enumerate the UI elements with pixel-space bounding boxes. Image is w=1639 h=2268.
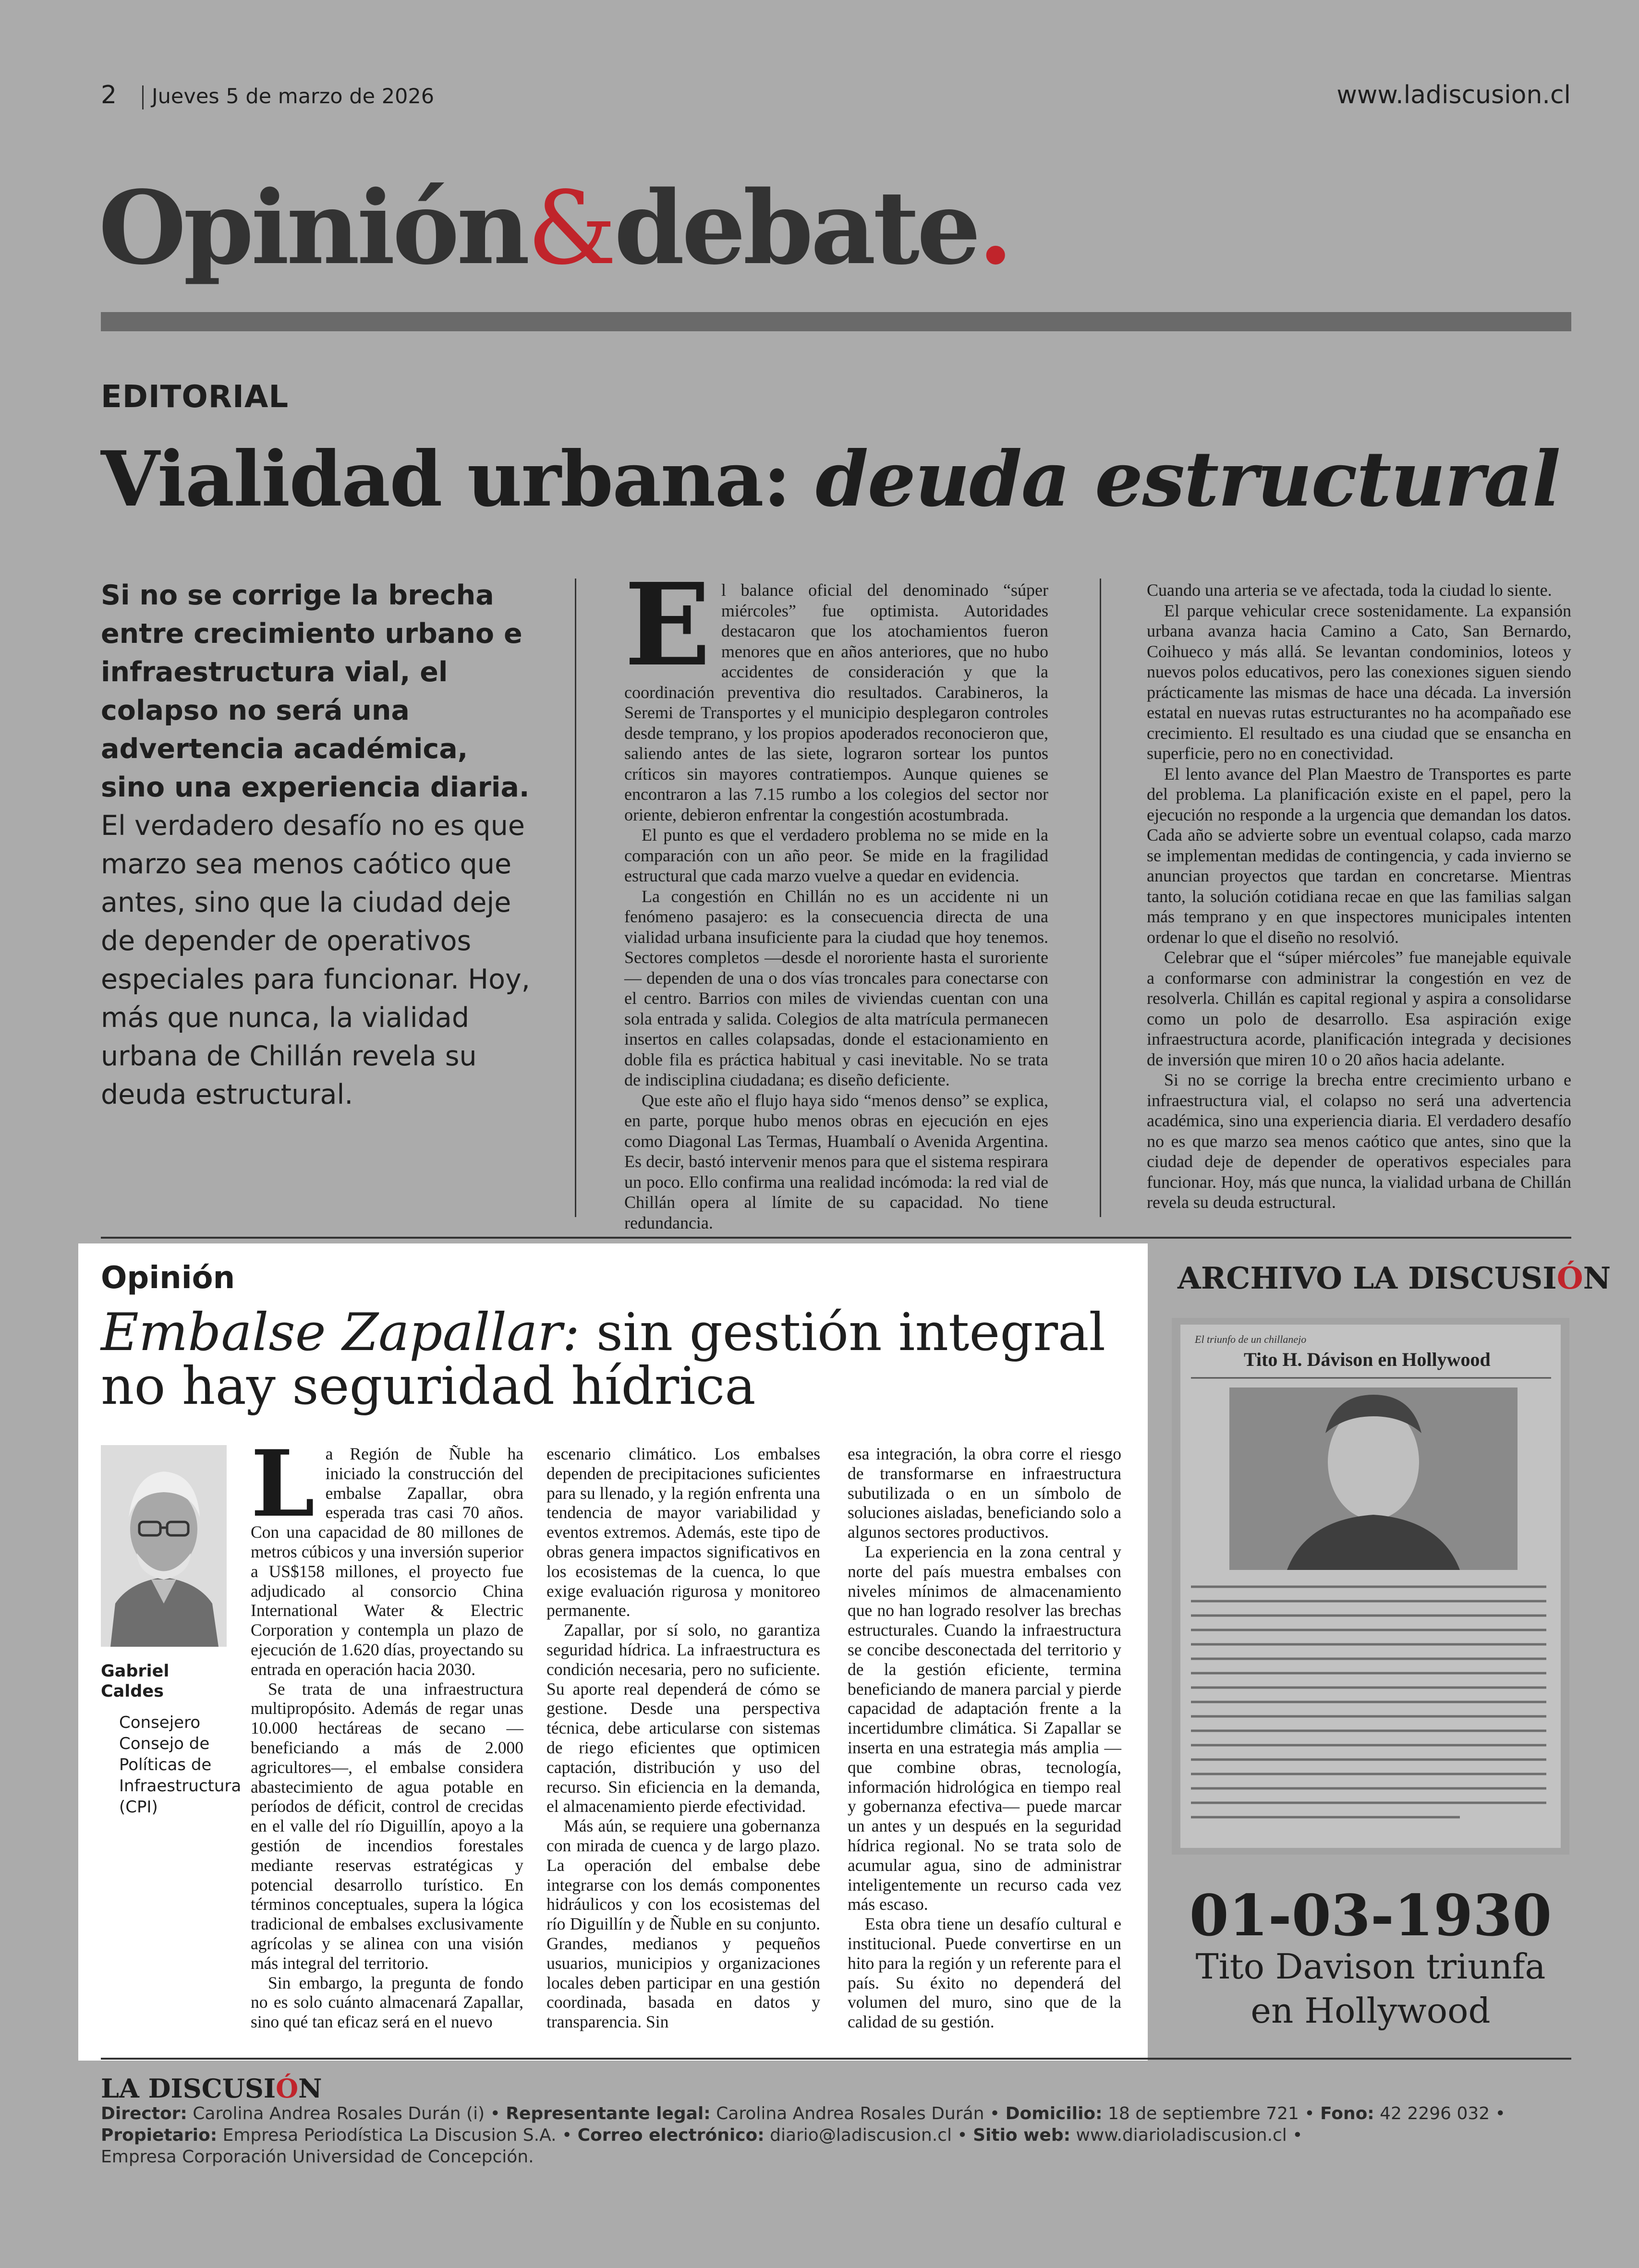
masthead [101, 2073, 322, 2104]
paragraph: Sin embargo, la pregunta de fondo no es solo cuánto almacenará Zapallar, sino qué tan eficaz será en el nuevo [251, 1973, 523, 2032]
editorial-dropcap: E [624, 558, 711, 691]
paragraph: escenario climático. Los embalses dependen de precipitaciones suficientes para su llenado, y la región enfrenta una tendencia de mayor variabilidad y eventos extremos. Además, este tipo de obras genera impactos significativos en los ecosistemas de la cuenca, lo que exige evaluación rigurosa y monitoreo permanente. [546, 1444, 820, 1620]
imprint-label: Sitio web: [973, 2125, 1071, 2145]
opinion-headline [101, 1303, 1109, 1416]
editorial-headline-plain: Vialidad urbana: [101, 435, 816, 524]
paragraph: Que este año el flujo haya sido “menos denso” se explica, en parte, porque hubo menos obras en ejecución en ejes como Diagonal Las Termas, Huambalí o Avenida Argentina. Es decir, bastó intervenir menos para que el sistema respirara un poco. Ello confirma una realidad incómoda: la red vial de Chillán opera al límite de su capacidad. No tiene redundancia. [624, 1090, 1048, 1232]
opinion-dropcap: L [251, 1430, 315, 1537]
editorial-lead-rest: El verdadero desafío no es que marzo sea menos caótico que antes, sino que la ciudad deje de depender de operativos especiales para funcionar. Hoy, más que nunca, la vialidad urbana de Chillán revela su deuda estructural. [101, 810, 530, 1110]
archive-clipping-image [1172, 1318, 1569, 1855]
archive-clipping [1172, 1318, 1569, 1855]
imprint-value: 18 de septiembre 721 [1108, 2104, 1299, 2123]
opinion-headline-italic: Embalse Zapallar: [101, 1303, 580, 1363]
editorial-headline [101, 435, 1560, 524]
page-number: 2 [101, 81, 117, 109]
imprint-label: Correo electrónico: [577, 2125, 765, 2145]
archive-caption: Tito Davison triunfa en Hollywood [1195, 1946, 1546, 2031]
section-title-part1: Opinión [98, 169, 527, 287]
masthead-accent: Ó [276, 2073, 299, 2104]
author-name: Gabriel Caldes [101, 1662, 170, 1701]
imprint-label: Fono: [1320, 2104, 1374, 2123]
paragraph: La congestión en Chillán no es un accidente ni un fenómeno pasajero: es la consecuencia directa de una vialidad urbana insuficiente para la ciudad que hoy tenemos. Sectores completos —desde el nororiente hasta el suroriente— dependen de una o dos vías troncales para conectarse con el centro. Barrios con miles de viviendas cuentan con una sola entrada y salida. Colegios de alta matrícula permanecen insertos en calles colapsadas, donde el estacionamiento en doble fila es práctica habitual y casi inevitable. No se trata de indisciplina ciudadana; es diseño deficiente. [624, 886, 1048, 1089]
paragraph: El punto es que el verdadero problema no se mide en la comparación con un año peor. Se mide en la fragilidad estructural que cada marzo vuelve a quedar en evidencia. [624, 825, 1048, 885]
paragraph: Celebrar que el “súper miércoles” fue manejable equivale a conformarse con administrar la congestión en vez de resolverla. Chillán es capital regional y aspira a consolidarse como un polo de desarrollo. Esa aspiración exige infraestructura acorde, planificación integrada y decisiones de inversión que miren 10 o 20 años hacia adelante. [1147, 948, 1571, 1069]
editorial-label: EDITORIAL [101, 379, 289, 415]
imprint-value: Carolina Andrea Rosales Durán (i) [193, 2104, 485, 2123]
imprint-label: Propietario: [101, 2125, 218, 2145]
imprint-value: 42 2296 032 [1380, 2104, 1490, 2123]
opinion-label: Opinión [101, 1260, 235, 1296]
opinion-column-1 [251, 1430, 523, 2049]
date-line: Jueves 5 de marzo de 2026 [152, 84, 435, 109]
archive-title-main: ARCHIVO LA DISCUSI [1178, 1260, 1557, 1296]
section-title-part2: debate [614, 169, 978, 287]
editorial-headline-italic: deuda estructural [815, 435, 1560, 524]
opinion-column-2 [546, 1444, 820, 2049]
paragraph: Cuando una arteria se ve afectada, toda la ciudad lo siente. [1147, 580, 1552, 600]
imprint: Director: Carolina Andrea Rosales Durán (i) • Representante legal: Carolina Andrea Rosales Durán • Domicilio: 18 de septiembre 721 • Fono: 42 2296 032 • Propietario: Empresa Periodística La Discusion S.A. • Correo electrónico: diario@ladiscusion.cl • Sitio web: www.diarioladiscusion.cl • Empresa Corporación Universidad de Concepción. [101, 2104, 1505, 2167]
paragraph: El lento avance del Plan Maestro de Transportes es parte del problema. La planificación existe en el papel, pero la ejecución no responde a la urgencia que demandan los datos. Cada año se advierte sobre un eventual colapso, cada marzo se implementan medidas de contingencia, y cada invierno se anuncian proyectos que tardan en concretarse. Mientras tanto, la solución cotidiana recae en que las familias salgan más temprano y en que inspectores municipales intenten ordenar lo que el diseño no resolvió. [1147, 764, 1571, 947]
paragraph: l balance oficial del denominado “súper miércoles” fue optimista. Autoridades destacaron que los atochamientos fueron menores que en años anteriores, que no hubo accidentes de consideración y que la coordinación preventiva dio resultados. Carabineros, la Seremi de Transportes y el municipio desplegaron controles desde temprano, y los propios apoderados reconocieron que, saliendo antes de las siete, lograron sortear los puntos críticos sin mayores contratiempos. Aunque quienes se encontraron a las 7.15 rumbo a los colegios del sector nor oriente, debieron enfrentar la congestión acostumbrada. [624, 580, 1048, 824]
imprint-company: Empresa Corporación Universidad de Concepción. [101, 2147, 534, 2167]
opinion-headline-rest: sin gestión integral no hay seguridad hídrica [101, 1303, 1106, 1416]
imprint-email[interactable]: diario@ladiscusion.cl [770, 2125, 952, 2145]
archive-title-accent: Ó [1556, 1260, 1583, 1296]
clip-kicker: El triunfo de un chillanejo [1195, 1333, 1307, 1345]
opinion-column-3 [848, 1444, 1121, 2049]
archive-date: 01-03-1930 [1189, 1882, 1552, 1949]
archive-title [1178, 1260, 1611, 1296]
masthead-end: N [298, 2073, 322, 2104]
paragraph: Más aún, se requiere una gobernanza con mirada de cuenca y de largo plazo. La operación del embalse debe integrarse con los demás componentes hidráulicos y con los ecosistemas del río Diguillín y de Ñuble en su conjunto. Grandes, medianos y pequeños usuarios, municipios y organizaciones locales deben participar en una gestión coordinada, basada en datos y transparencia. Sin [546, 1816, 820, 2032]
section-rule [101, 312, 1571, 331]
imprint-label: Representante legal: [506, 2104, 711, 2123]
paragraph: El parque vehicular crece sostenidamente. La expansión urbana avanza hacia Camino a Cato, San Bernardo, Coihueco y más allá. Se levantan condominios, loteos y nuevos polos educativos, pero las conexiones siguen siendo prácticamente las mismas de hace una década. La inversión estatal en nuevas rutas estructurantes no ha acompañado ese crecimiento. El resultado es una ciudad que se ensancha en superficie, pero no en conectividad. [1147, 601, 1571, 763]
header-divider [142, 85, 144, 109]
paragraph: Zapallar, por sí solo, no garantiza seguridad hídrica. La infraestructura es condición necesaria, pero no suficiente. Su aporte real dependerá de cómo se gestione. Desde una perspectiva técnica, debe articularse con sistemas de riego eficientes que optimicen captación, distribución y uso del recurso. Sin eficiencia en la demanda, el almacenamiento pierde efectividad. [546, 1620, 820, 1816]
column-divider [575, 579, 576, 1217]
footer-divider [101, 2058, 1571, 2060]
paragraph: esa integración, la obra corre el riesgo de transformarse en infraestructura subutilizada o en un símbolo de soluciones aisladas, beneficiando solo a algunos sectores productivos. [848, 1444, 1121, 1542]
imprint-label: Director: [101, 2104, 187, 2123]
section-title [98, 169, 1010, 287]
paragraph: a Región de Ñuble ha iniciado la construcción del embalse Zapallar, obra esperada tras casi 70 años. Con una capacidad de 80 millones de metros cúbicos y una inversión superior a US$158 millones, el proyecto fue adjudicado al consorcio China International Water & Electric Corporation y contempla un plazo de ejecución de 1.620 días, proyectando su entrada en operación hacia 2030. [251, 1444, 523, 1679]
paragraph: Esta obra tiene un desafío cultural e institucional. Puede convertirse en un hito para la región y un referente para el país. Su éxito no dependerá del volumen del muro, sino que de la calidad de su gestión. [848, 1914, 1121, 2032]
editorial-lead [101, 576, 533, 1114]
editorial-column-1 [624, 558, 1048, 1232]
paragraph: Se trata de una infraestructura multipropósito. Además de regar unas 10.000 hectáreas de secano —beneficiando a más de 2.000 agricultores—, el embalse considera abastecimiento de agua potable en períodos de déficit, control de crecidas en el valle del río Diguillín, apoyo a la gestión de incendios forestales mediante reservas estratégicas y potencial desarrollo turístico. En términos conceptuales, supera la lógica tradicional de embalses exclusivamente agrícolas y se alinea con una visión más integral del territorio. [251, 1679, 523, 1973]
section-title-amp: & [527, 169, 614, 287]
imprint-website[interactable]: www.diarioladiscusion.cl [1076, 2125, 1287, 2145]
section-divider [101, 1237, 1571, 1239]
archive-title-end: N [1583, 1260, 1611, 1296]
editorial-lead-bold: Si no se corrige la brecha entre crecimiento urbano e infraestructura vial, el colapso no será una advertencia académica, sino una experiencia diaria. [101, 579, 530, 803]
column-divider [1100, 579, 1101, 1217]
imprint-value: Carolina Andrea Rosales Durán [716, 2104, 984, 2123]
author-photo [101, 1445, 227, 1647]
masthead-main: LA DISCUSI [101, 2073, 276, 2104]
paragraph: La experiencia en la zona central y norte del país muestra embalses con niveles mínimos de almacenamiento que no han logrado resolver las brechas estructurales. Cuando la infraestructura se concibe desconectada del territorio y de la gestión eficiente, termina beneficiando de manera parcial y pierde capacidad de adaptación frente a la incertidumbre climática. Si Zapallar se inserta en una estrategia más amplia —que combine obras, tecnología, información hidrológica en tiempo real y gobernanza efectiva— puede marcar un antes y un después en la seguridad hídrica regional. No se trata solo de acumular agua, sino de administrar inteligentemente un recurso cada vez más escaso. [848, 1542, 1121, 1914]
paragraph: Si no se corrige la brecha entre crecimiento urbano e infraestructura vial, el colapso no será una advertencia académica, sino una experiencia diaria. El verdadero desafío no es que marzo sea menos caótico que antes, sino que la ciudad deje de depender de operativos especiales para funcionar. Hoy, más que nunca, la vialidad urbana de Chillán revela su deuda estructural. [1147, 1070, 1571, 1212]
website-url[interactable]: www.ladiscusion.cl [1336, 81, 1571, 109]
author-portrait-icon [101, 1445, 227, 1647]
imprint-value: Empresa Periodística La Discusion S.A. [222, 2125, 557, 2145]
section-title-dot: . [978, 169, 1010, 287]
clip-headline: Tito H. Dávison en Hollywood [1244, 1349, 1491, 1370]
editorial-column-2 [1147, 580, 1571, 1218]
author-role: Consejero Consejo de Políticas de Infraestructura (CPI) [119, 1713, 242, 1817]
imprint-label: Domicilio: [1005, 2104, 1103, 2123]
